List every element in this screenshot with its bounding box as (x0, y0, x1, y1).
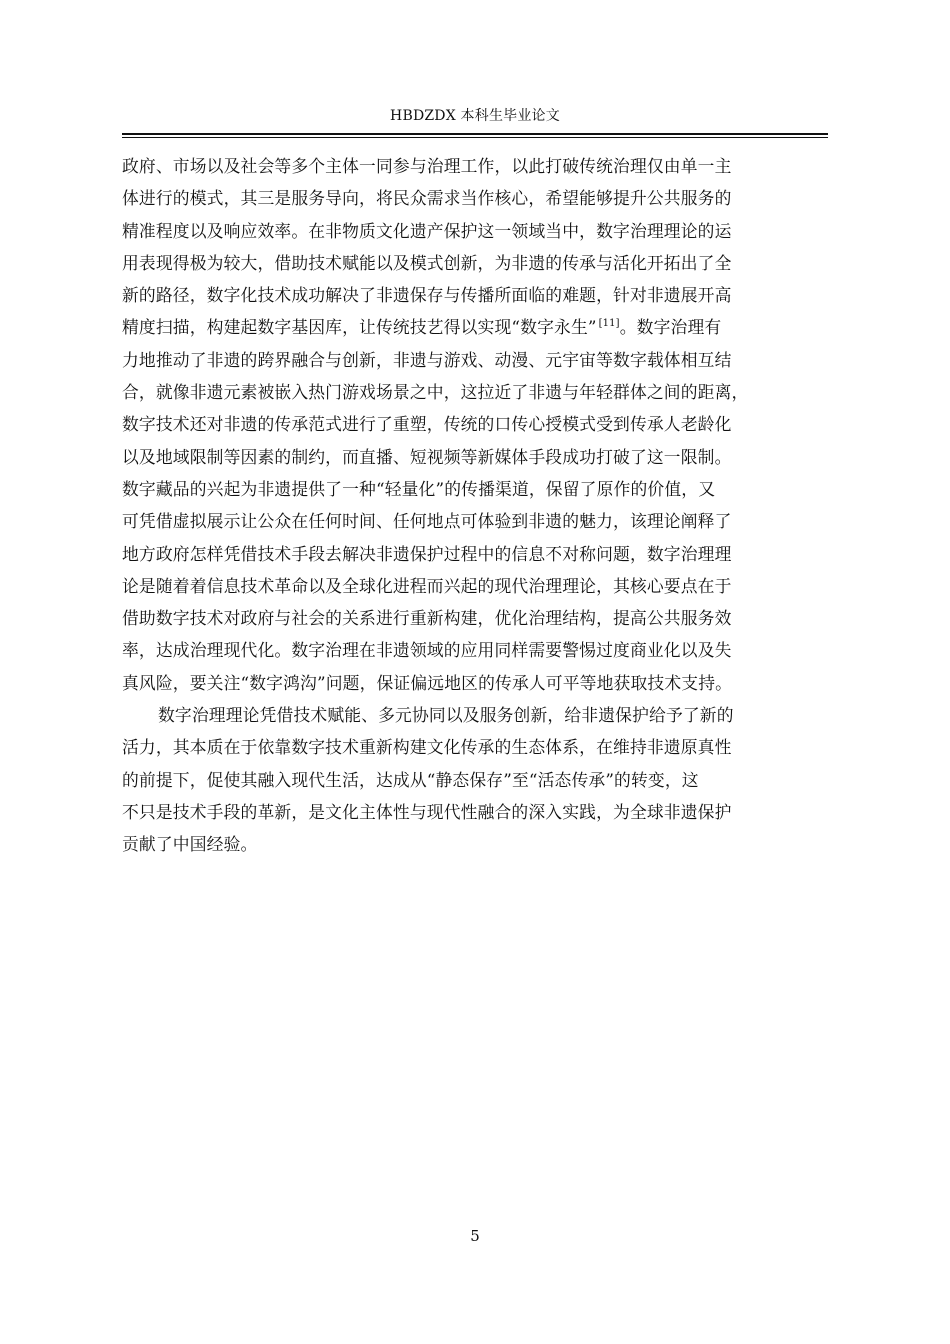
paragraph-line: 体进行的模式，其三是服务导向，将民众需求当作核心，希望能够提升公共服务的 (122, 188, 732, 209)
paragraph-line: 论是随着着信息技术革命以及全球化进程而兴起的现代治理理论，其核心要点在于 (122, 575, 732, 596)
paragraph-line: 用表现得极为较大，借助技术赋能以及模式创新，为非遗的传承与活化开拓出了全 (122, 252, 732, 273)
paragraph-line: 贡献了中国经验。 (122, 834, 258, 855)
citation-reference: [11] (598, 318, 620, 330)
running-header: HBDZDX 本科生毕业论文 (390, 108, 560, 124)
paragraph-line: 借助数字技术对政府与社会的关系进行重新构建，优化治理结构，提高公共服务效 (122, 608, 732, 629)
paragraph-line: 合，就像非遗元素被嵌入热门游戏场景之中，这拉近了非遗与年轻群体之间的距离， (122, 382, 749, 403)
paragraph-line: 的前提下，促使其融入现代生活，达成从“静态保存”至“活态传承”的转变，这 (122, 769, 699, 790)
header-rule-thin (122, 137, 828, 138)
line-text-tail: 。数字治理有 (619, 317, 722, 338)
line-text: 精度扫描，构建起数字基因库，让传统技艺得以实现“数字永生” (122, 317, 597, 338)
header-rule-thick (122, 133, 828, 135)
paragraph-line: 地方政府怎样凭借技术手段去解决非遗保护过程中的信息不对称问题，数字治理理 (122, 543, 732, 564)
paragraph-line: 精准程度以及响应效率。在非物质文化遗产保护这一领域当中，数字治理理论的运 (122, 220, 732, 241)
paragraph-line: 不只是技术手段的革新，是文化主体性与现代性融合的深入实践，为全球非遗保护 (122, 801, 732, 822)
paragraph-2 (122, 699, 832, 860)
paragraph-line: 率，达成治理现代化。数字治理在非遗领域的应用同样需要警惕过度商业化以及失 (122, 640, 732, 661)
paragraph-line: 力地推动了非遗的跨界融合与创新，非遗与游戏、动漫、元宇宙等数字载体相互结 (122, 349, 732, 370)
paragraph-line: 真风险，要关注“数字鸿沟”问题，保证偏远地区的传承人可平等地获取技术支持。 (122, 672, 733, 693)
paragraph-line: 新的路径，数字化技术成功解决了非遗保存与传播所面临的难题，针对非遗展开高 (122, 285, 732, 306)
paragraph-line-with-citation (122, 311, 832, 343)
body-text (122, 150, 832, 861)
paragraph-line: 政府、市场以及社会等多个主体一同参与治理工作，以此打破传统治理仅由单一主 (122, 156, 732, 176)
paragraph-1 (122, 150, 832, 699)
paragraph-line: 活力，其本质在于依靠数字技术重新构建文化传承的生态体系，在维持非遗原真性 (122, 737, 732, 758)
paragraph-line: 可凭借虚拟展示让公众在任何时间、任何地点可体验到非遗的魅力，该理论阐释了 (122, 511, 732, 532)
paragraph-line: 数字技术还对非遗的传承范式进行了重塑，传统的口传心授模式受到传承人老龄化 (122, 414, 732, 435)
paragraph-line: 数字藏品的兴起为非遗提供了一种“轻量化”的传播渠道，保留了原作的价值，又 (122, 478, 716, 499)
page-number: 5 (470, 1227, 480, 1245)
paragraph-line: 以及地域限制等因素的制约，而直播、短视频等新媒体手段成功打破了这一限制。 (122, 446, 732, 467)
paragraph-line-first: 数字治理理论凭借技术赋能、多元协同以及服务创新，给非遗保护给予了新的 (158, 705, 734, 726)
